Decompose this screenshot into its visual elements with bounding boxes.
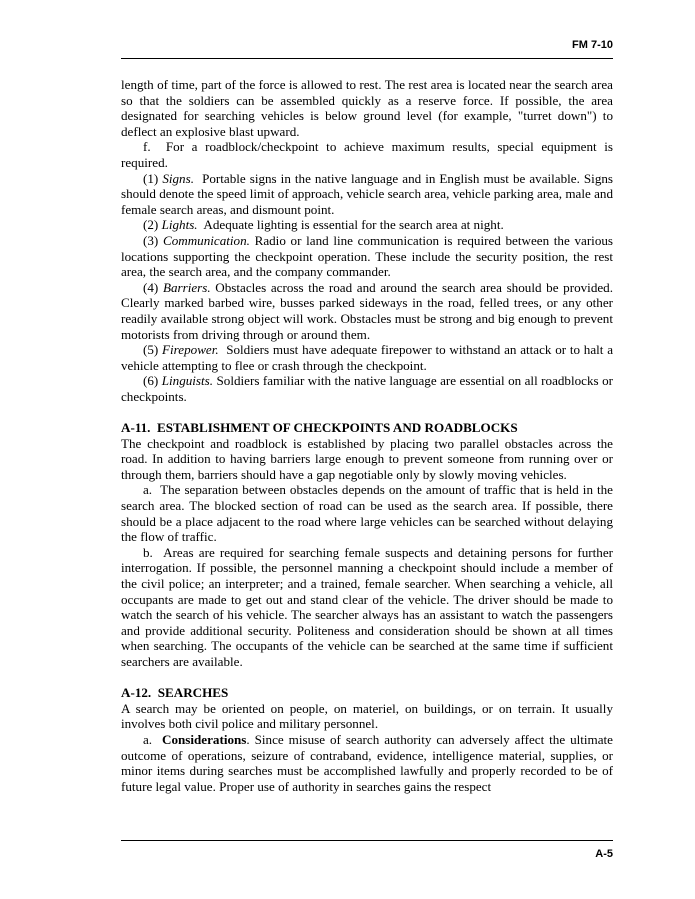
paragraph-text: . Since misuse of search authority can adversely affect the ultimate outcome of operations, seizure of contraband, evidence, intelligence material, supplies, or minor items during searches must be accomplished lawfully and properly recorded to be of future legal value. Proper use of authority in searches gains the respect (121, 731, 613, 794)
item-number: (6) (143, 373, 159, 389)
item-number: (5) (143, 342, 159, 358)
spacer (121, 404, 613, 420)
item-term: Communication. (162, 232, 250, 248)
item-firepower (121, 342, 613, 373)
section-a11-paragraph-a: a. The separation between obstacles depends on the amount of traffic that is held in the search area. The blocked section of road can be used as the search area. If possible, there should be a place adjacent to the road where large vehicles can be searched without delaying the flow of traffic. (121, 482, 613, 545)
document-id: FM 7-10 (572, 39, 613, 51)
page-footer (121, 840, 613, 860)
item-term: Lights. (161, 217, 198, 233)
paragraph-continued: length of time, part of the force is allowed to rest. The rest area is located near the search area so that the soldiers can be assembled quickly as a reserve force. If possible, the area designated for searching vehicles is below ground level (for example, "turret down") to deflect an explosive blast upward. (121, 77, 613, 139)
item-number: (2) (143, 217, 159, 233)
paragraph-f: f. For a roadblock/checkpoint to achieve maximum results, special equipment is required. (121, 139, 613, 170)
page-header (121, 38, 613, 59)
section-a11-paragraph-b: b. Areas are required for searching female suspects and detaining persons for further interrogation. If possible, the personnel manning a checkpoint should include a member of the civil police; an interpreter; and a trained, female searcher. When searching a vehicle, all occupants are made to get out and stand clear of the vehicle. The driver should be made to watch the search of his vehicle. The searcher always has an assistant to watch the passengers and provide additional security. Politeness and consideration should be shown at all times when searching. The occupants of the vehicle can be searched at the same time if sufficient searchers are available. (121, 544, 613, 669)
paragraph-term: Considerations (161, 731, 247, 747)
item-linguists (121, 373, 613, 404)
item-text: Radio or land line communication is required between the various locations supporting the checkpoint operation. These include the security position, the rest area, the search area, and the company commander. (121, 232, 614, 280)
item-number: (3) (143, 232, 159, 248)
item-communication (121, 233, 613, 280)
paragraph-label: a. (143, 731, 162, 747)
item-text: Obstacles across the road and around the search area should be provided. Clearly marked barbed wire, busses parked sideways in the road, felled trees, or any other readily available strong object will work. Obstacles must be strong and big enough to prevent motorists from driving through or around them. (121, 279, 613, 342)
section-heading-a12: A-12. SEARCHES (121, 685, 229, 701)
item-number: (1) (143, 170, 159, 186)
section-a12-paragraph-a (121, 732, 613, 794)
page-number: A-5 (595, 848, 613, 860)
item-text: Adequate lighting is essential for the search area at night. (203, 217, 504, 233)
item-term: Barriers. (162, 279, 211, 295)
item-term: Linguists. (161, 373, 214, 389)
item-term: Signs. (162, 170, 194, 186)
item-lights (121, 217, 613, 233)
item-text: Portable signs in the native language and in English must be available. Signs should denote the speed limit of approach, vehicle search area, vehicle parking area, male and female search areas, and dismount point. (121, 170, 614, 217)
spacer (121, 670, 613, 686)
item-term: Firepower. (162, 342, 219, 358)
item-text: Soldiers familiar with the native language are essential on all roadblocks or checkpoints. (121, 373, 613, 404)
section-heading-a11: A-11. ESTABLISHMENT OF CHECKPOINTS AND ROADBLOCKS (121, 420, 518, 436)
section-a12-intro: A search may be oriented on people, on materiel, on buildings, or on terrain. It usually involves both civil police and military personnel. (121, 700, 613, 732)
page-body (121, 77, 613, 794)
section-a11-intro: The checkpoint and roadblock is established by placing two parallel obstacles across the road. In addition to having barriers large enough to prevent someone from running over or through them, barriers should have a gap negotiable only by slowly moving vehicles. (121, 435, 613, 482)
item-number: (4) (143, 279, 159, 295)
item-signs (121, 171, 613, 218)
item-barriers (121, 280, 613, 342)
item-text: Soldiers must have adequate firepower to withstand an attack or to halt a vehicle attempting to flee or crash through the checkpoint. (121, 342, 614, 373)
